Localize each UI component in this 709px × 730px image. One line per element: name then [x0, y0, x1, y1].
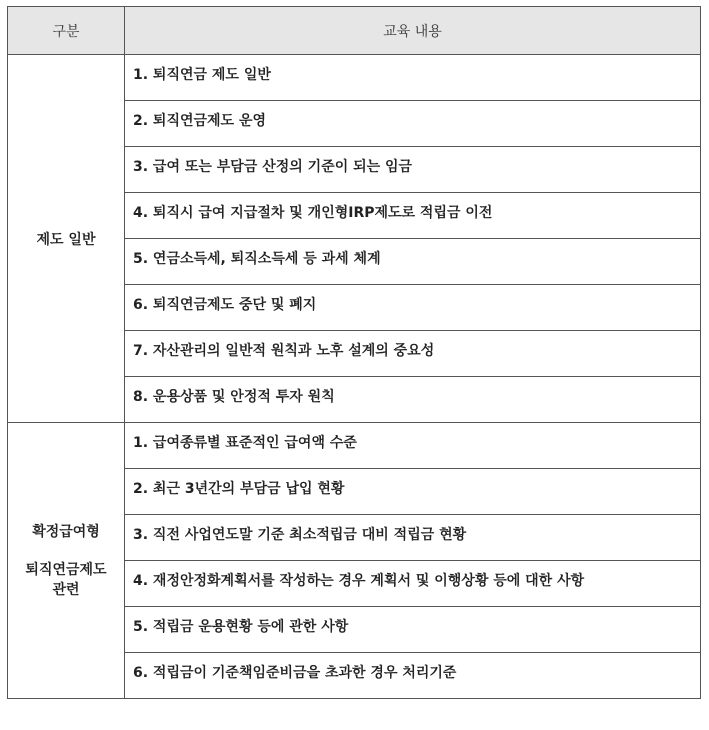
content-item: 3. 급여 또는 부담금 산정의 기준이 되는 임금 — [125, 147, 701, 193]
category-general: 제도 일반 — [8, 55, 125, 423]
content-item: 5. 적립금 운용현황 등에 관한 사항 — [125, 607, 701, 653]
content-item: 3. 직전 사업연도말 기준 최소적립금 대비 적립금 현황 — [125, 515, 701, 561]
education-table — [7, 6, 701, 699]
header-content: 교육 내용 — [125, 7, 701, 55]
content-item: 2. 최근 3년간의 부담금 납입 현황 — [125, 469, 701, 515]
category-defined-benefit — [8, 423, 125, 699]
header-category: 구분 — [8, 7, 125, 55]
category-line: 확정급여형 — [32, 523, 100, 540]
header-row — [8, 7, 701, 55]
content-item: 2. 퇴직연금제도 운영 — [125, 101, 701, 147]
content-item: 4. 퇴직시 급여 지급절차 및 개인형IRP제도로 적립금 이전 — [125, 193, 701, 239]
category-line: 관련 — [52, 581, 80, 598]
table-row — [8, 423, 701, 469]
category-line: 퇴직연금제도 — [25, 561, 107, 578]
content-item: 8. 운용상품 및 안정적 투자 원칙 — [125, 377, 701, 423]
content-item: 7. 자산관리의 일반적 원칙과 노후 설계의 중요성 — [125, 331, 701, 377]
content-item: 5. 연금소득세, 퇴직소득세 등 과세 체계 — [125, 239, 701, 285]
content-item: 1. 급여종류별 표준적인 급여액 수준 — [125, 423, 701, 469]
content-item: 6. 퇴직연금제도 중단 및 폐지 — [125, 285, 701, 331]
table-row — [8, 55, 701, 101]
content-item: 6. 적립금이 기준책임준비금을 초과한 경우 처리기준 — [125, 653, 701, 699]
content-item: 4. 재정안정화계획서를 작성하는 경우 계획서 및 이행상황 등에 대한 사항 — [125, 561, 701, 607]
content-item: 1. 퇴직연금 제도 일반 — [125, 55, 701, 101]
